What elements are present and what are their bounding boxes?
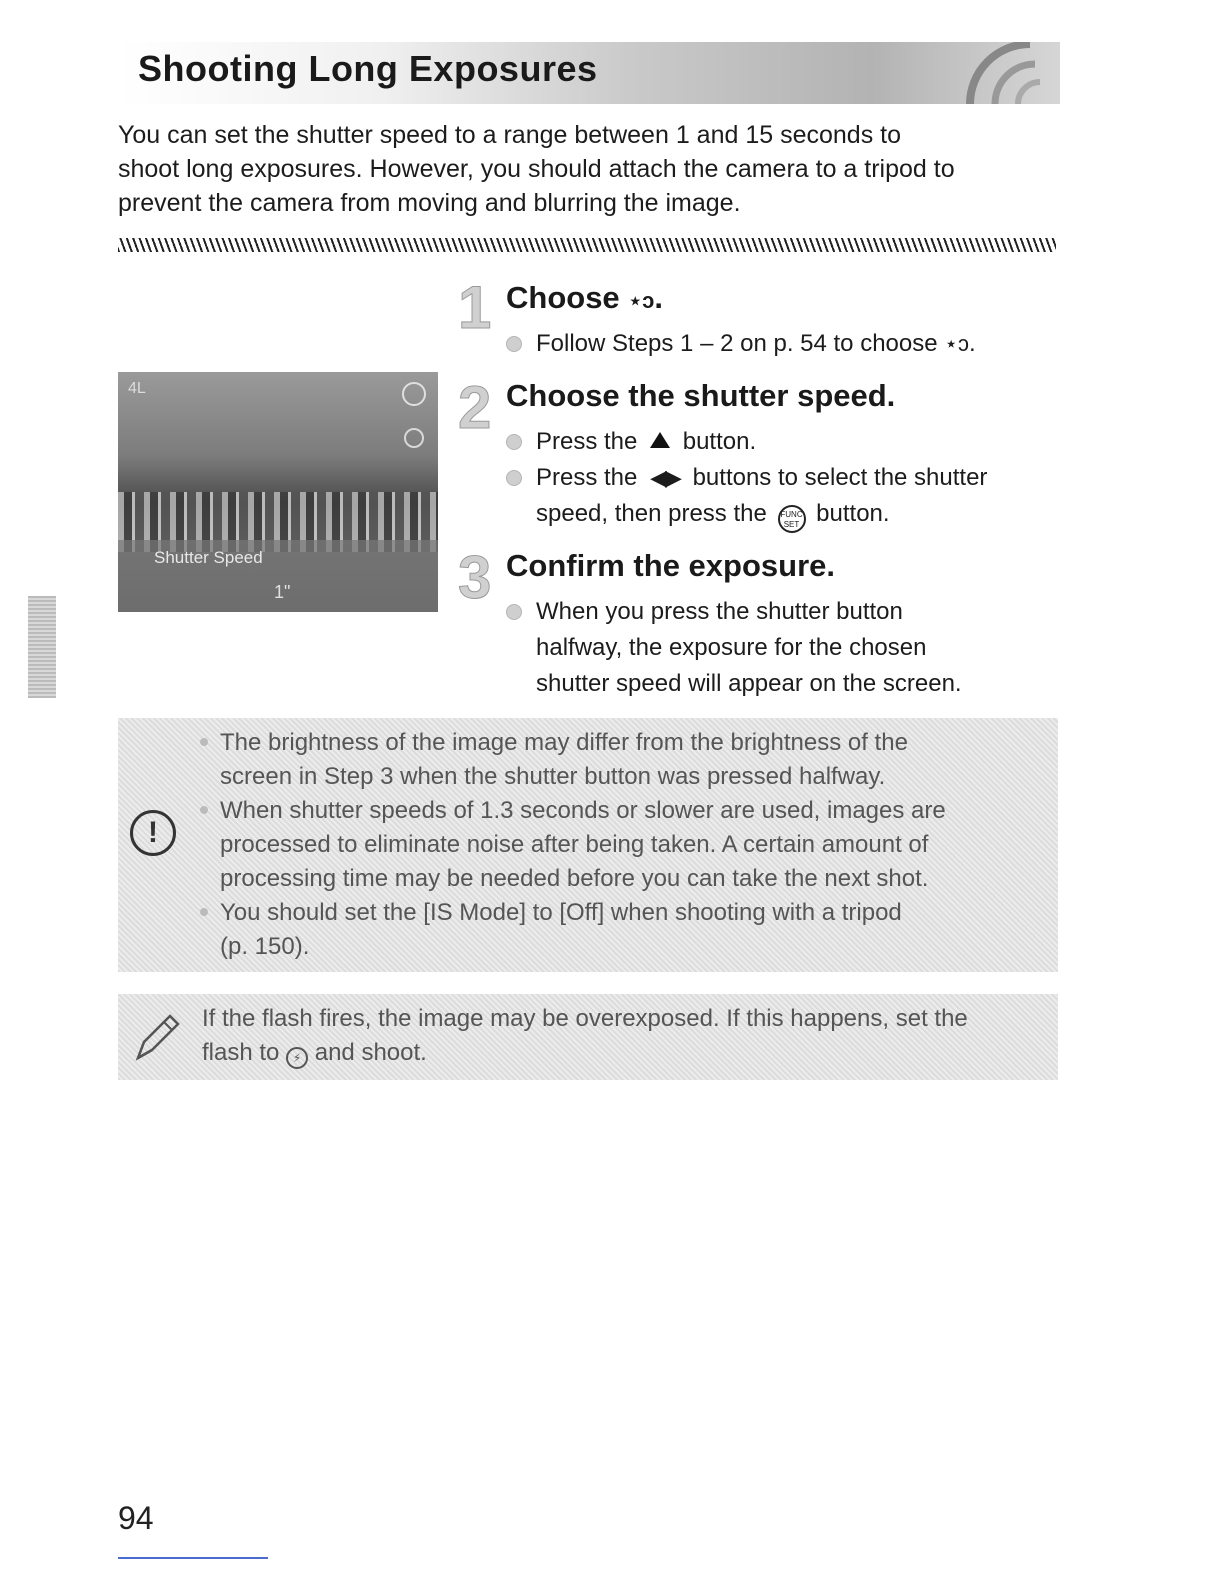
func-label-bottom: SET xyxy=(783,520,800,529)
intro-line: prevent the camera from moving and blurring the image. xyxy=(118,189,741,217)
caution-line xyxy=(200,794,946,828)
intro-line: You can set the shutter speed to a range between 1 and 15 seconds to xyxy=(118,121,901,149)
step-2-line-1 xyxy=(506,424,756,460)
lcd-screenshot xyxy=(118,372,438,612)
step-3-line-3: shutter speed will appear on the screen. xyxy=(536,670,962,697)
step-heading-2: Choose the shutter speed. xyxy=(506,378,896,413)
page-title: Shooting Long Exposures xyxy=(138,48,598,89)
step-number-3: 3 xyxy=(458,544,492,611)
footer-rule xyxy=(118,1557,268,1559)
caution-text: When shutter speeds of 1.3 seconds or slower are used, images are xyxy=(220,797,946,824)
intro-paragraph xyxy=(118,118,1068,220)
func-set-button-icon xyxy=(778,505,806,533)
decorative-arcs-icon xyxy=(900,42,1060,104)
bullet-icon xyxy=(200,738,208,746)
note-line: If the flash fires, the image may be overexposed. If this happens, set the xyxy=(202,1005,968,1032)
step-text: When you press the shutter button xyxy=(536,598,903,625)
caution-text: You should set the [IS Mode] to [Off] when shooting with a tripod xyxy=(220,899,902,926)
long-shutter-mode-icon: ⋆ↄ xyxy=(628,288,655,313)
step-1-line-1 xyxy=(506,326,976,362)
step-2-line-3 xyxy=(506,496,890,533)
step-text: Follow Steps 1 – 2 on p. 54 to choose xyxy=(536,330,938,357)
step-text: button. xyxy=(682,428,757,455)
bullet-icon xyxy=(506,336,522,352)
func-label-top: FUNC xyxy=(780,510,803,519)
caution-line: screen in Step 3 when the shutter button was pressed halfway. xyxy=(220,763,886,790)
caution-line xyxy=(200,896,902,930)
note-line xyxy=(202,1036,427,1070)
caution-text: The brightness of the image may differ from the brightness of the xyxy=(220,729,908,756)
intro-line: shoot long exposures. However, you should attach the camera to a tripod to xyxy=(118,155,955,183)
step-text: speed, then press the xyxy=(536,500,767,527)
lcd-info: 4L xyxy=(128,380,146,397)
left-right-buttons-icon: ◀▶ xyxy=(650,465,680,490)
step-text: button. xyxy=(816,500,890,527)
caution-icon: ! xyxy=(130,810,176,856)
pencil-icon xyxy=(130,1008,180,1068)
bullet-icon xyxy=(506,470,522,486)
note-text: and shoot. xyxy=(314,1039,427,1066)
long-shutter-mode-icon: ⋆ↄ xyxy=(944,331,970,356)
hatch-divider xyxy=(118,238,1056,252)
lcd-stabilizer-icon xyxy=(404,428,424,448)
page-number: 94 xyxy=(118,1500,154,1536)
caution-line: processing time may be needed before you can take the next shot. xyxy=(220,865,929,892)
step-3-line-2: halfway, the exposure for the chosen xyxy=(536,634,927,661)
bullet-icon xyxy=(200,908,208,916)
bullet-icon xyxy=(200,806,208,814)
step-heading-3: Confirm the exposure. xyxy=(506,548,835,583)
step-text: Press the xyxy=(536,464,638,491)
up-button-icon xyxy=(650,432,670,448)
lcd-mode-icon xyxy=(402,382,426,406)
bullet-icon xyxy=(506,604,522,620)
caution-line xyxy=(200,726,908,760)
bullet-icon xyxy=(506,434,522,450)
step-2-line-2 xyxy=(506,460,987,496)
flash-off-icon: ⚡ xyxy=(286,1047,308,1069)
step-text: buttons to select the shutter xyxy=(692,464,988,491)
lcd-menu-value: 1" xyxy=(274,582,291,602)
caution-line: processed to eliminate noise after being taken. A certain amount of xyxy=(220,831,929,858)
step-heading-1: Choose ⋆ↄ. xyxy=(506,280,663,315)
caution-line: (p. 150). xyxy=(220,933,310,960)
note-text: flash to xyxy=(202,1039,280,1066)
step-number-1: 1 xyxy=(458,274,492,341)
lcd-menu-label: Shutter Speed xyxy=(154,548,263,567)
step-text: Press the xyxy=(536,428,638,455)
step-heading-text: Choose xyxy=(506,280,620,315)
chapter-side-tab xyxy=(28,596,56,698)
step-number-2: 2 xyxy=(458,374,492,441)
step-3-line-1 xyxy=(506,594,903,630)
step-text: . xyxy=(969,330,976,357)
